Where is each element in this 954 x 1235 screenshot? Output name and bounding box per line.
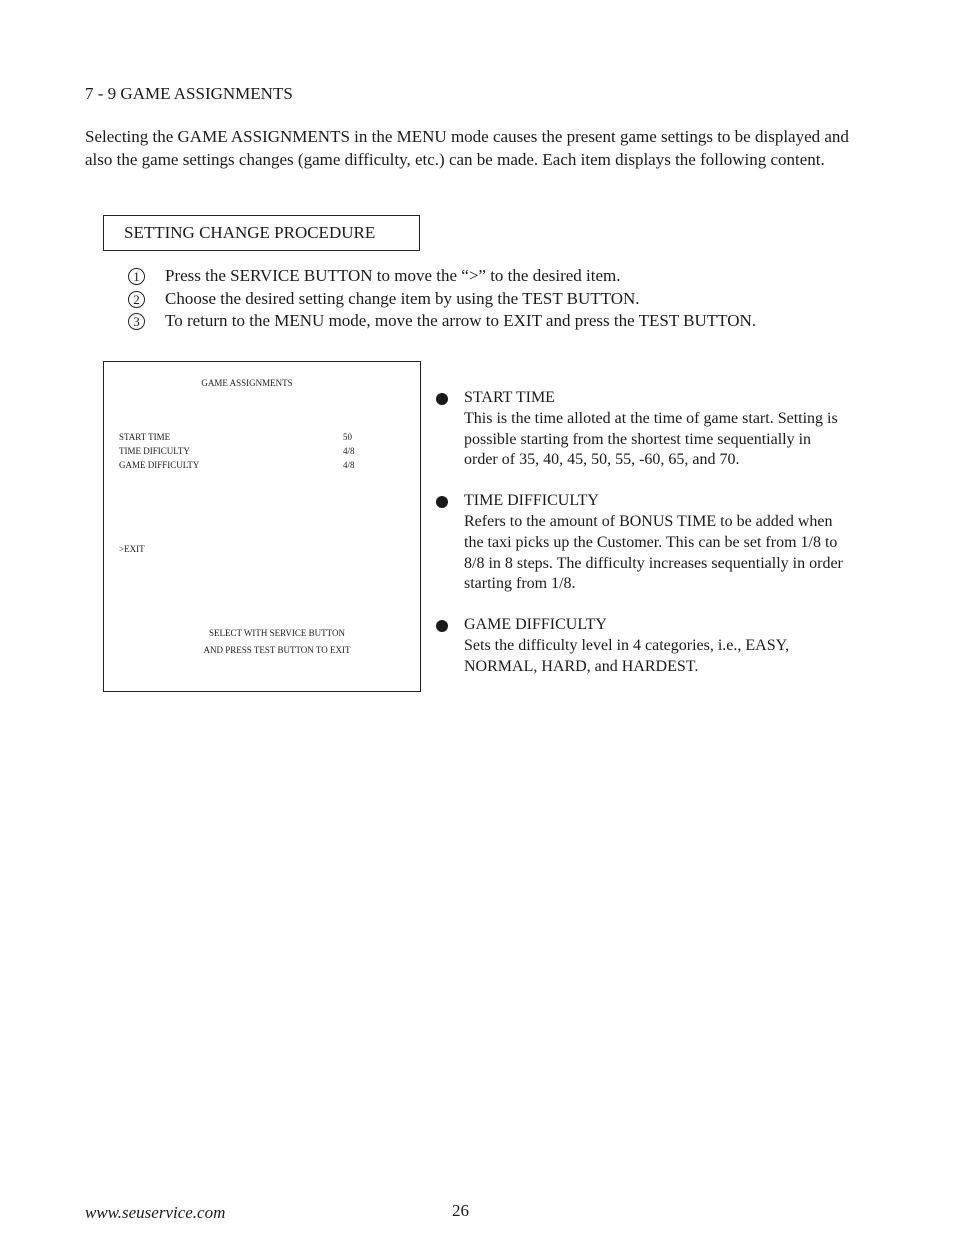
description-title: GAME DIFFICULTY xyxy=(464,616,607,634)
screen-footer-line: SELECT WITH SERVICE BUTTON xyxy=(208,628,346,638)
step-number-circle: 2 xyxy=(128,291,145,308)
screen-row-value: 4/8 xyxy=(343,446,355,456)
screen-title: GAME ASSIGNMENTS xyxy=(201,378,293,388)
screen-row-value: 50 xyxy=(343,432,352,442)
section-heading: 7 - 9 GAME ASSIGNMENTS xyxy=(85,84,293,103)
page-number: 26 xyxy=(452,1201,469,1220)
description-body: Sets the difficulty level in 4 categories, i.e., EASY, NORMAL, HARD, and HARDEST. xyxy=(464,636,790,675)
screen-row-label: START TIME xyxy=(119,432,171,442)
step-number-circle: 3 xyxy=(128,313,145,330)
screen-row-label: TIME DIFICULTY xyxy=(119,446,190,456)
description-item xyxy=(436,388,846,471)
description-item xyxy=(436,491,846,595)
description-title: TIME DIFFICULTY xyxy=(464,492,599,510)
step-number-circle: 1 xyxy=(128,268,145,285)
intro-paragraph: Selecting the GAME ASSIGNMENTS in the MENU mode causes the present game settings to be displayed and also the game settings changes (game difficulty, etc.) can be made. Each item displays the following content. xyxy=(85,127,849,169)
item-descriptions xyxy=(436,388,846,698)
description-body: This is the time alloted at the time of game start. Setting is possible starting from the shortest time sequentially in order of 35, 40, 45, 50, 55, -60, 65, and 70. xyxy=(464,409,838,469)
game-assignments-screen xyxy=(103,361,421,692)
step-text: Press the SERVICE BUTTON to move the “>” to the desired item. xyxy=(165,266,621,285)
description-title: START TIME xyxy=(464,389,555,406)
description-item xyxy=(436,615,846,677)
footer-url: www.seuservice.com xyxy=(85,1203,226,1222)
screen-row-value: 4/8 xyxy=(343,460,355,470)
bullet-icon xyxy=(436,393,448,405)
screen-footer-line: AND PRESS TEST BUTTON TO EXIT xyxy=(203,645,351,655)
bullet-icon xyxy=(436,496,448,508)
step-text: To return to the MENU mode, move the arrow to EXIT and press the TEST BUTTON. xyxy=(165,311,757,330)
screen-exit-option: >EXIT xyxy=(119,544,145,554)
procedure-title-box: SETTING CHANGE PROCEDURE xyxy=(103,215,420,251)
description-body: Refers to the amount of BONUS TIME to be added when the taxi picks up the Customer. This can be set from 1/8 to 8/8 in 8 steps. The difficulty increases sequentially in order starting from 1/8. xyxy=(464,512,843,593)
bullet-icon xyxy=(436,620,448,632)
screen-row-label: GAME DIFFICULTY xyxy=(119,460,200,470)
step-text: Choose the desired setting change item by using the TEST BUTTON. xyxy=(165,288,640,308)
